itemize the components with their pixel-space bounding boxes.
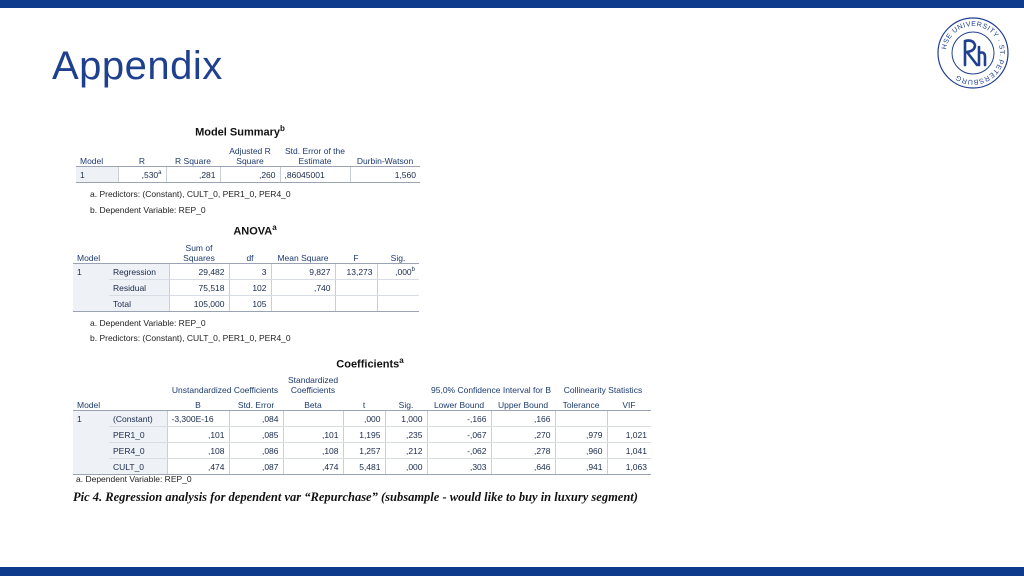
coef-row-label: PER1_0 [109,427,167,443]
model-summary-title: Model Summary$^b$ [195,124,285,139]
anova-row-label: Total [109,296,169,312]
coef-se: ,085 [229,427,283,443]
coef-sig: 1,000 [385,411,427,427]
model-summary-note-a: a. Predictors: (Constant), CULT_0, PER1_0, PER4_0 [90,189,291,199]
coef-b: ,108 [167,443,229,459]
figure-caption: Pic 4. Regression analysis for dependent var “Repurchase” (subsample - would like to buy in luxury segment) [73,490,638,504]
anova-table: Model Sum of Squares df Mean Square F Sig. 1 Regression 29,482 3 9,827 13,273 ,000$^b$ Residual 75,518 102 ,740 Total 105,000 105 [73,243,419,312]
coef-sig: ,235 [385,427,427,443]
coef-beta: ,108 [283,443,343,459]
model-summary-durbin-watson: 1,560 [350,167,420,183]
coef-t: 1,195 [343,427,385,443]
coef-tol: ,941 [555,459,607,475]
coef-t: ,000 [343,411,385,427]
coef-beta: ,474 [283,459,343,475]
anova-row-label: Residual [109,280,169,296]
coef-lower: ,303 [427,459,491,475]
anova-note-b: b. Predictors: (Constant), CULT_0, PER1_0, PER4_0 [90,333,291,343]
coefficients-note-a: a. Dependent Variable: REP_0 [76,474,192,484]
coefficients-model: 1 [73,411,109,427]
coef-row-label: PER4_0 [109,443,167,459]
coef-vif [607,411,651,427]
anova-residual-df: 102 [229,280,271,296]
coef-t: 1,257 [343,443,385,459]
anova-residual-ms: ,740 [271,280,335,296]
coef-se: ,086 [229,443,283,459]
coef-vif: 1,063 [607,459,651,475]
anova-regression-ss: 29,482 [169,264,229,280]
coefficients-table: Unstandardized Coefficients Standardized Coefficients 95,0% Confidence Interval for B Collinearity Statistics Model B Std. Error Beta t Sig. Lower Bound Upper Bound Tolerance VIF 1 (Constant) -3,300E-16 ,084 ,000 1,000 -,166 ,166 PER1_0 ,101 ,085 ,101 1,195 ,235 -,067 ,270 ,979 1,021 PER4_0 ,108 ,086 ,108 1,257 ,212 -,062 ,278 ,960 1,041 CULT_0 ,474 ,087 ,474 5,481 ,000 ,303 ,646 ,941 1,063 [73,375,651,475]
model-summary-table: Model R R Square Adjusted R Square Std. Error of the Estimate Durbin-Watson 1 ,530$^a$ ,281 ,260 ,86045001 1,560 [76,144,420,183]
anova-regression-f: 13,273 [335,264,377,280]
anova-residual-ss: 75,518 [169,280,229,296]
coef-upper: ,166 [491,411,555,427]
coef-b: ,474 [167,459,229,475]
hse-university-logo [937,17,1009,89]
coef-tol: ,979 [555,427,607,443]
svg-text:HSE UNIVERSITY · ST. PETERSBUR: HSE UNIVERSITY · ST. PETERSBURG [941,20,1006,86]
coef-beta [283,411,343,427]
coef-tol: ,960 [555,443,607,459]
anova-regression-df: 3 [229,264,271,280]
bottom-accent-bar [0,567,1024,576]
anova-row-label: Regression [109,264,169,280]
model-summary-r-square: ,281 [166,167,220,183]
coef-lower: -,166 [427,411,491,427]
coef-vif: 1,021 [607,427,651,443]
coef-tol [555,411,607,427]
model-summary-model: 1 [76,167,118,183]
coef-vif: 1,041 [607,443,651,459]
anova-regression-ms: 9,827 [271,264,335,280]
coef-row-label: (Constant) [109,411,167,427]
coef-upper: ,278 [491,443,555,459]
model-summary-std-error: ,86045001 [280,167,350,183]
anova-regression-sig: ,000$^b$ [377,264,419,280]
anova-total-ss: 105,000 [169,296,229,312]
anova-model: 1 [73,264,109,280]
coef-b: ,101 [167,427,229,443]
anova-total-df: 105 [229,296,271,312]
anova-title: ANOVA$^a$ [233,223,277,238]
coef-row-label: CULT_0 [109,459,167,475]
coef-lower: -,067 [427,427,491,443]
coef-b: -3,300E-16 [167,411,229,427]
coef-sig: ,000 [385,459,427,475]
coef-lower: -,062 [427,443,491,459]
model-summary-r: ,530$^a$ [118,167,166,183]
coef-sig: ,212 [385,443,427,459]
slide-title: Appendix [52,44,223,88]
top-accent-bar [0,0,1024,8]
anova-note-a: a. Dependent Variable: REP_0 [90,318,206,328]
model-summary-note-b: b. Dependent Variable: REP_0 [90,205,206,215]
coef-upper: ,270 [491,427,555,443]
coef-t: 5,481 [343,459,385,475]
coef-upper: ,646 [491,459,555,475]
coef-se: ,087 [229,459,283,475]
model-summary-adj-r-square: ,260 [220,167,280,183]
coef-beta: ,101 [283,427,343,443]
coefficients-title: Coefficients$^a$ [336,356,404,371]
coef-se: ,084 [229,411,283,427]
